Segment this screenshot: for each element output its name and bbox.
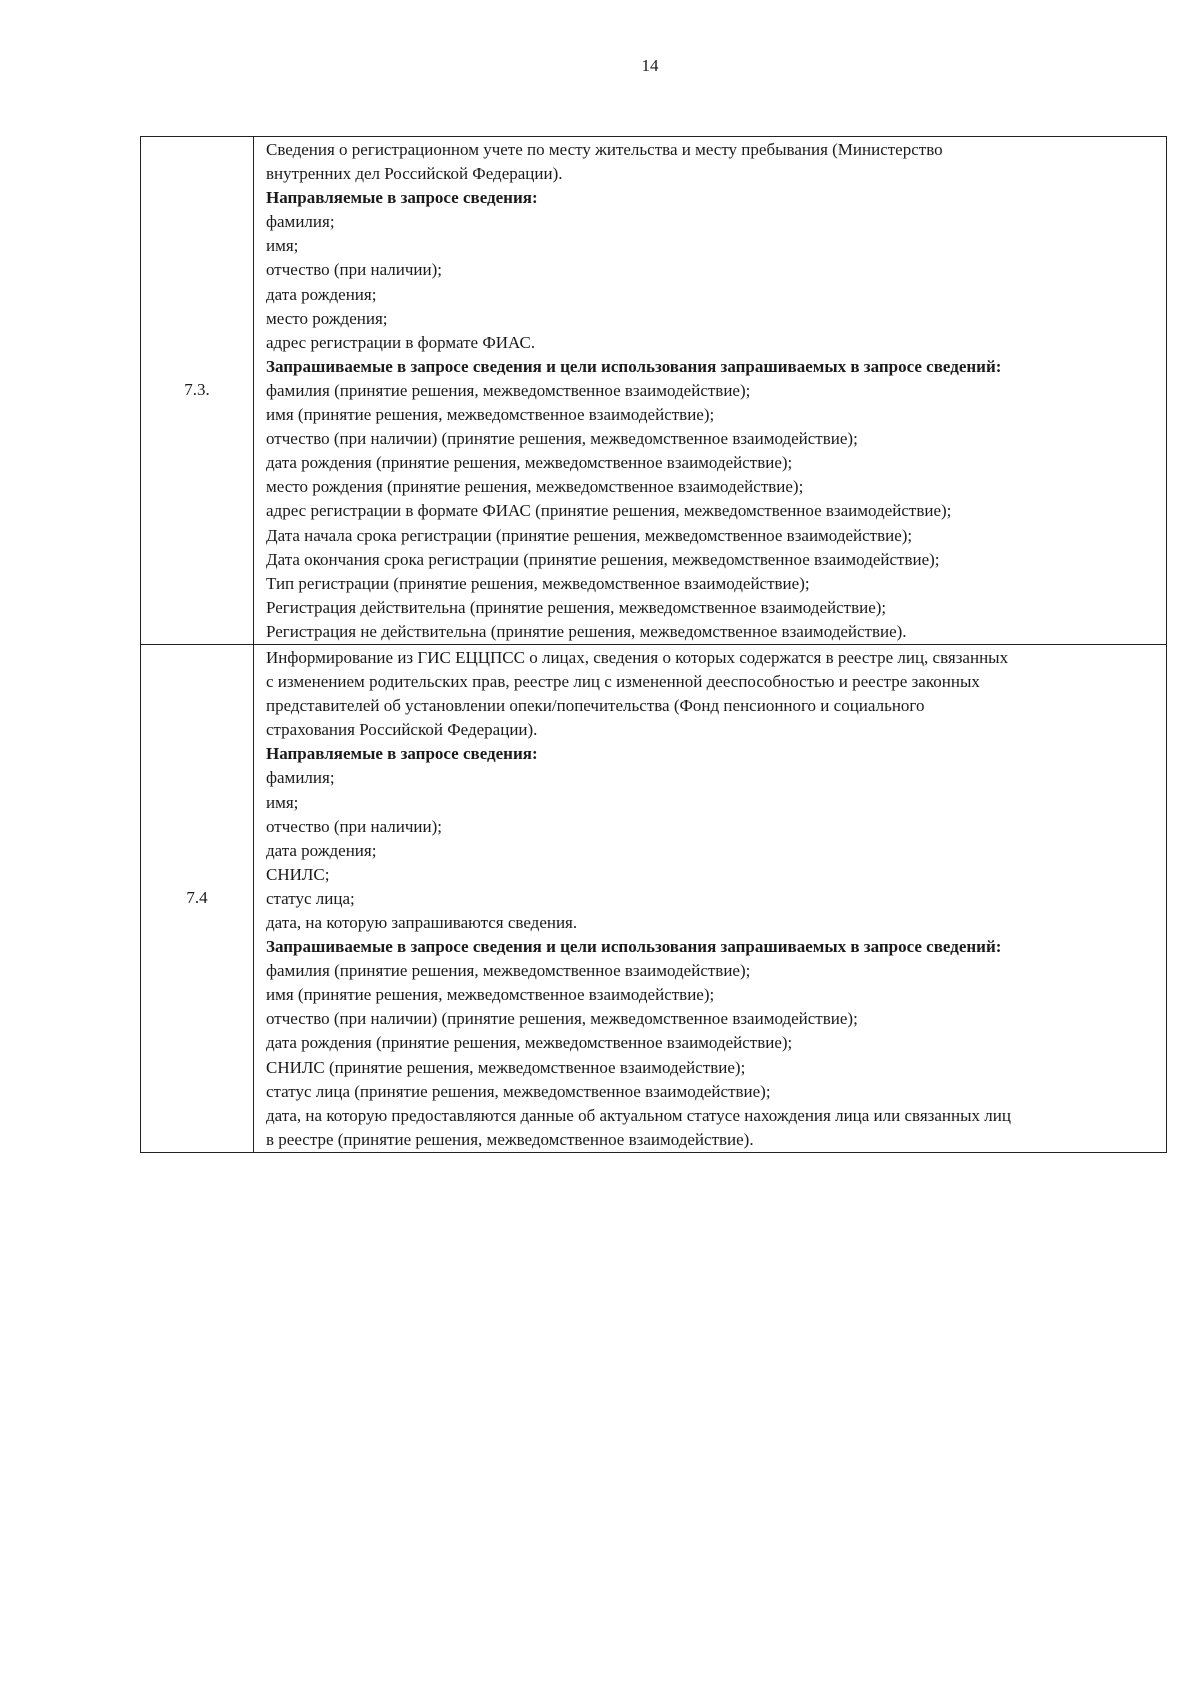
requested-item: Регистрация действительна (принятие решения, межведомственное взаимодействие);: [266, 597, 887, 617]
requested-item: СНИЛС (принятие решения, межведомственное взаимодействие);: [266, 1057, 746, 1077]
requested-item: дата рождения (принятие решения, межведомственное взаимодействие);: [266, 1033, 793, 1053]
sent-item: фамилия;: [266, 212, 335, 232]
requested-item: имя (принятие решения, межведомственное взаимодействие);: [266, 985, 715, 1005]
requested-item: отчество (при наличии) (принятие решения, межведомственное взаимодействие);: [266, 429, 858, 449]
intro-line: внутренних дел Российской Федерации).: [266, 164, 563, 184]
sent-item: имя;: [266, 792, 299, 812]
intro-line: с изменением родительских прав, реестре лиц с измененной дееспособностью и реестре законных: [266, 672, 980, 692]
requested-item: имя (принятие решения, межведомственное взаимодействие);: [266, 405, 715, 425]
row-number: 7.4: [141, 644, 254, 1152]
sent-item: дата рождения;: [266, 284, 377, 304]
sent-item: фамилия;: [266, 768, 335, 788]
requested-item: статус лица (принятие решения, межведомственное взаимодействие);: [266, 1081, 771, 1101]
intro-line: Информирование из ГИС ЕЦЦПСС о лицах, сведения о которых содержатся в реестре лиц, связанных: [266, 647, 1009, 667]
sent-item: статус лица;: [266, 888, 355, 908]
intro-line: представителей об установлении опеки/попечительства (Фонд пенсионного и социального: [266, 696, 925, 716]
sent-item: отчество (при наличии);: [266, 816, 442, 836]
page-number: 14: [641, 56, 659, 75]
document-table: [140, 136, 1167, 1153]
requested-item: фамилия (принятие решения, межведомственное взаимодействие);: [266, 380, 751, 400]
requested-item: Тип регистрации (принятие решения, межведомственное взаимодействие);: [266, 573, 810, 593]
row-number: 7.3.: [141, 137, 254, 645]
sent-item: отчество (при наличии);: [266, 260, 442, 280]
requested-item: отчество (при наличии) (принятие решения, межведомственное взаимодействие);: [266, 1009, 858, 1029]
sent-heading: Направляемые в запросе сведения:: [266, 744, 538, 764]
requested-item: Дата начала срока регистрации (принятие решения, межведомственное взаимодействие);: [266, 525, 913, 545]
requested-item: место рождения (принятие решения, межведомственное взаимодействие);: [266, 477, 804, 497]
requested-item: дата рождения (принятие решения, межведомственное взаимодействие);: [266, 453, 793, 473]
table-row: [141, 137, 1167, 645]
sent-item: адрес регистрации в формате ФИАС.: [266, 332, 536, 352]
sent-heading: Направляемые в запросе сведения:: [266, 188, 538, 208]
requested-item: Регистрация не действительна (принятие решения, межведомственное взаимодействие).: [266, 621, 907, 641]
sent-item: дата рождения;: [266, 840, 377, 860]
requested-item: адрес регистрации в формате ФИАС (принятие решения, межведомственное взаимодействие);: [266, 501, 952, 521]
sent-item: СНИЛС;: [266, 864, 330, 884]
intro-line: страхования Российской Федерации).: [266, 720, 538, 740]
requested-heading: Запрашиваемые в запросе сведения и цели использования запрашиваемых в запросе сведений:: [266, 937, 1002, 957]
sent-item: имя;: [266, 236, 299, 256]
requested-item: фамилия (принятие решения, межведомственное взаимодействие);: [266, 961, 751, 981]
requested-item: в реестре (принятие решения, межведомственное взаимодействие).: [266, 1129, 754, 1149]
sent-item: дата, на которую запрашиваются сведения.: [266, 913, 578, 932]
requested-item: Дата окончания срока регистрации (принятие решения, межведомственное взаимодействие);: [266, 549, 940, 569]
requested-heading: Запрашиваемые в запросе сведения и цели использования запрашиваемых в запросе сведений:: [266, 356, 1002, 376]
row-content: [254, 644, 1167, 1152]
table-row: [141, 644, 1167, 1152]
row-content: [254, 137, 1167, 645]
sent-item: место рождения;: [266, 308, 388, 328]
intro-line: Сведения о регистрационном учете по месту жительства и месту пребывания (Министерство: [266, 140, 943, 159]
requested-item: дата, на которую предоставляются данные об актуальном статусе нахождения лица или связанных лиц: [266, 1105, 1011, 1125]
